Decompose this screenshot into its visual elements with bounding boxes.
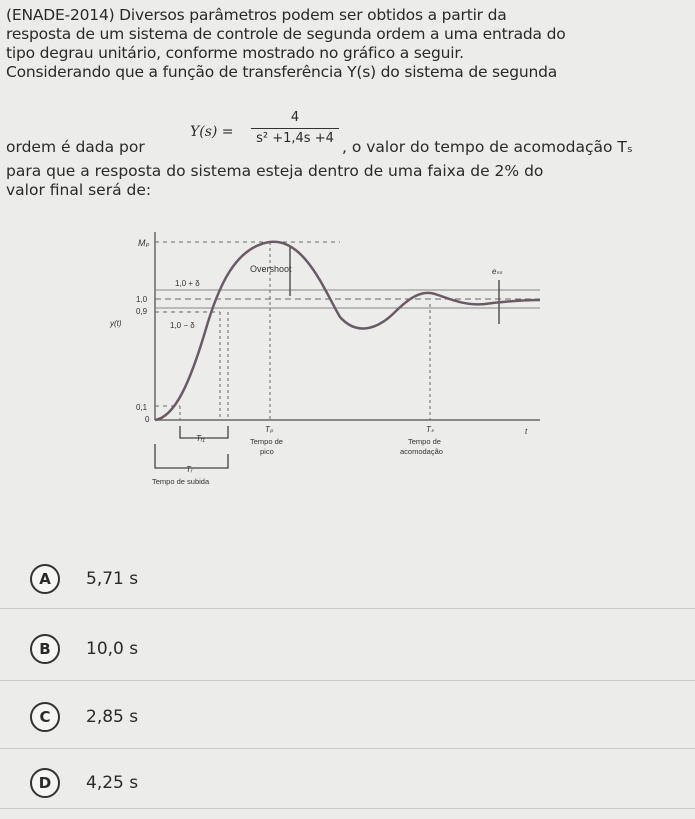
tr-caption: Tempo de subida [152,477,210,486]
y-01-label: 0,1 [136,403,148,412]
tr1-label: Tᵣ₁ [196,434,205,443]
option-text: 2,85 s [86,707,139,727]
question-line: tipo degrau unitário, conforme mostrado no gráfico a seguir. [6,44,464,62]
option-text: 10,0 s [86,639,139,659]
question-text-continued [6,162,686,200]
ts-label-2: acomodação [400,447,443,456]
tp-label-1: Tempo de [250,437,283,446]
option-text: 4,25 s [86,773,139,793]
divider [0,608,695,609]
option-d[interactable] [0,754,695,814]
option-letter: C [30,702,60,732]
option-text: 5,71 s [86,569,139,589]
transfer-function-line [6,110,686,154]
question-line: para que a resposta do sistema esteja dentro de uma faixa de 2% do [6,162,544,180]
mp-label: Mₚ [138,238,150,248]
overshoot-label: Overshoot [250,264,292,274]
question-text [6,6,686,82]
option-letter: B [30,634,60,664]
divider [0,748,695,749]
y-one-label: 1,0 [136,295,148,304]
tf-prefix: ordem é dada por [6,138,145,156]
tp-symbol: Tₚ [265,425,274,434]
ts-label-1: Tempo de [408,437,441,446]
tf-numerator: 4 [290,110,300,125]
transfer-function-fraction [249,110,341,146]
upper-band-label: 1,0 + δ [175,279,200,288]
option-a[interactable] [0,550,695,610]
question-line: resposta de um sistema de controle de segunda ordem a uma entrada do [6,25,566,43]
option-b[interactable] [0,620,695,680]
tp-label-2: pico [260,447,274,456]
tf-lhs: Y(s) = [190,124,234,140]
tr-label: Tᵣ [186,465,193,474]
y-axis-label: y(t) [110,319,122,328]
option-letter: D [30,768,60,798]
y-zero-label: 0 [145,415,150,424]
question-line: (ENADE-2014) Diversos parâmetros podem ser obtidos a partir da [6,6,507,24]
t-label: t [525,427,528,436]
tf-suffix: , o valor do tempo de acomodação Tₛ [342,138,633,156]
option-c[interactable] [0,688,695,748]
step-response-graph [100,222,560,497]
ess-label: eₛₛ [492,267,503,276]
ts-symbol: Tₛ [426,425,434,434]
question-line: Considerando que a função de transferência Y(s) do sistema de segunda [6,63,558,81]
y-09-label: 0,9 [136,307,148,316]
divider [0,808,695,809]
lower-band-label: 1,0 − δ [170,321,195,330]
divider [0,680,695,681]
tf-denominator: s² +1,4s +4 [256,131,334,146]
response-curve [155,242,540,420]
option-letter: A [30,564,60,594]
question-line: valor final será de: [6,181,152,199]
